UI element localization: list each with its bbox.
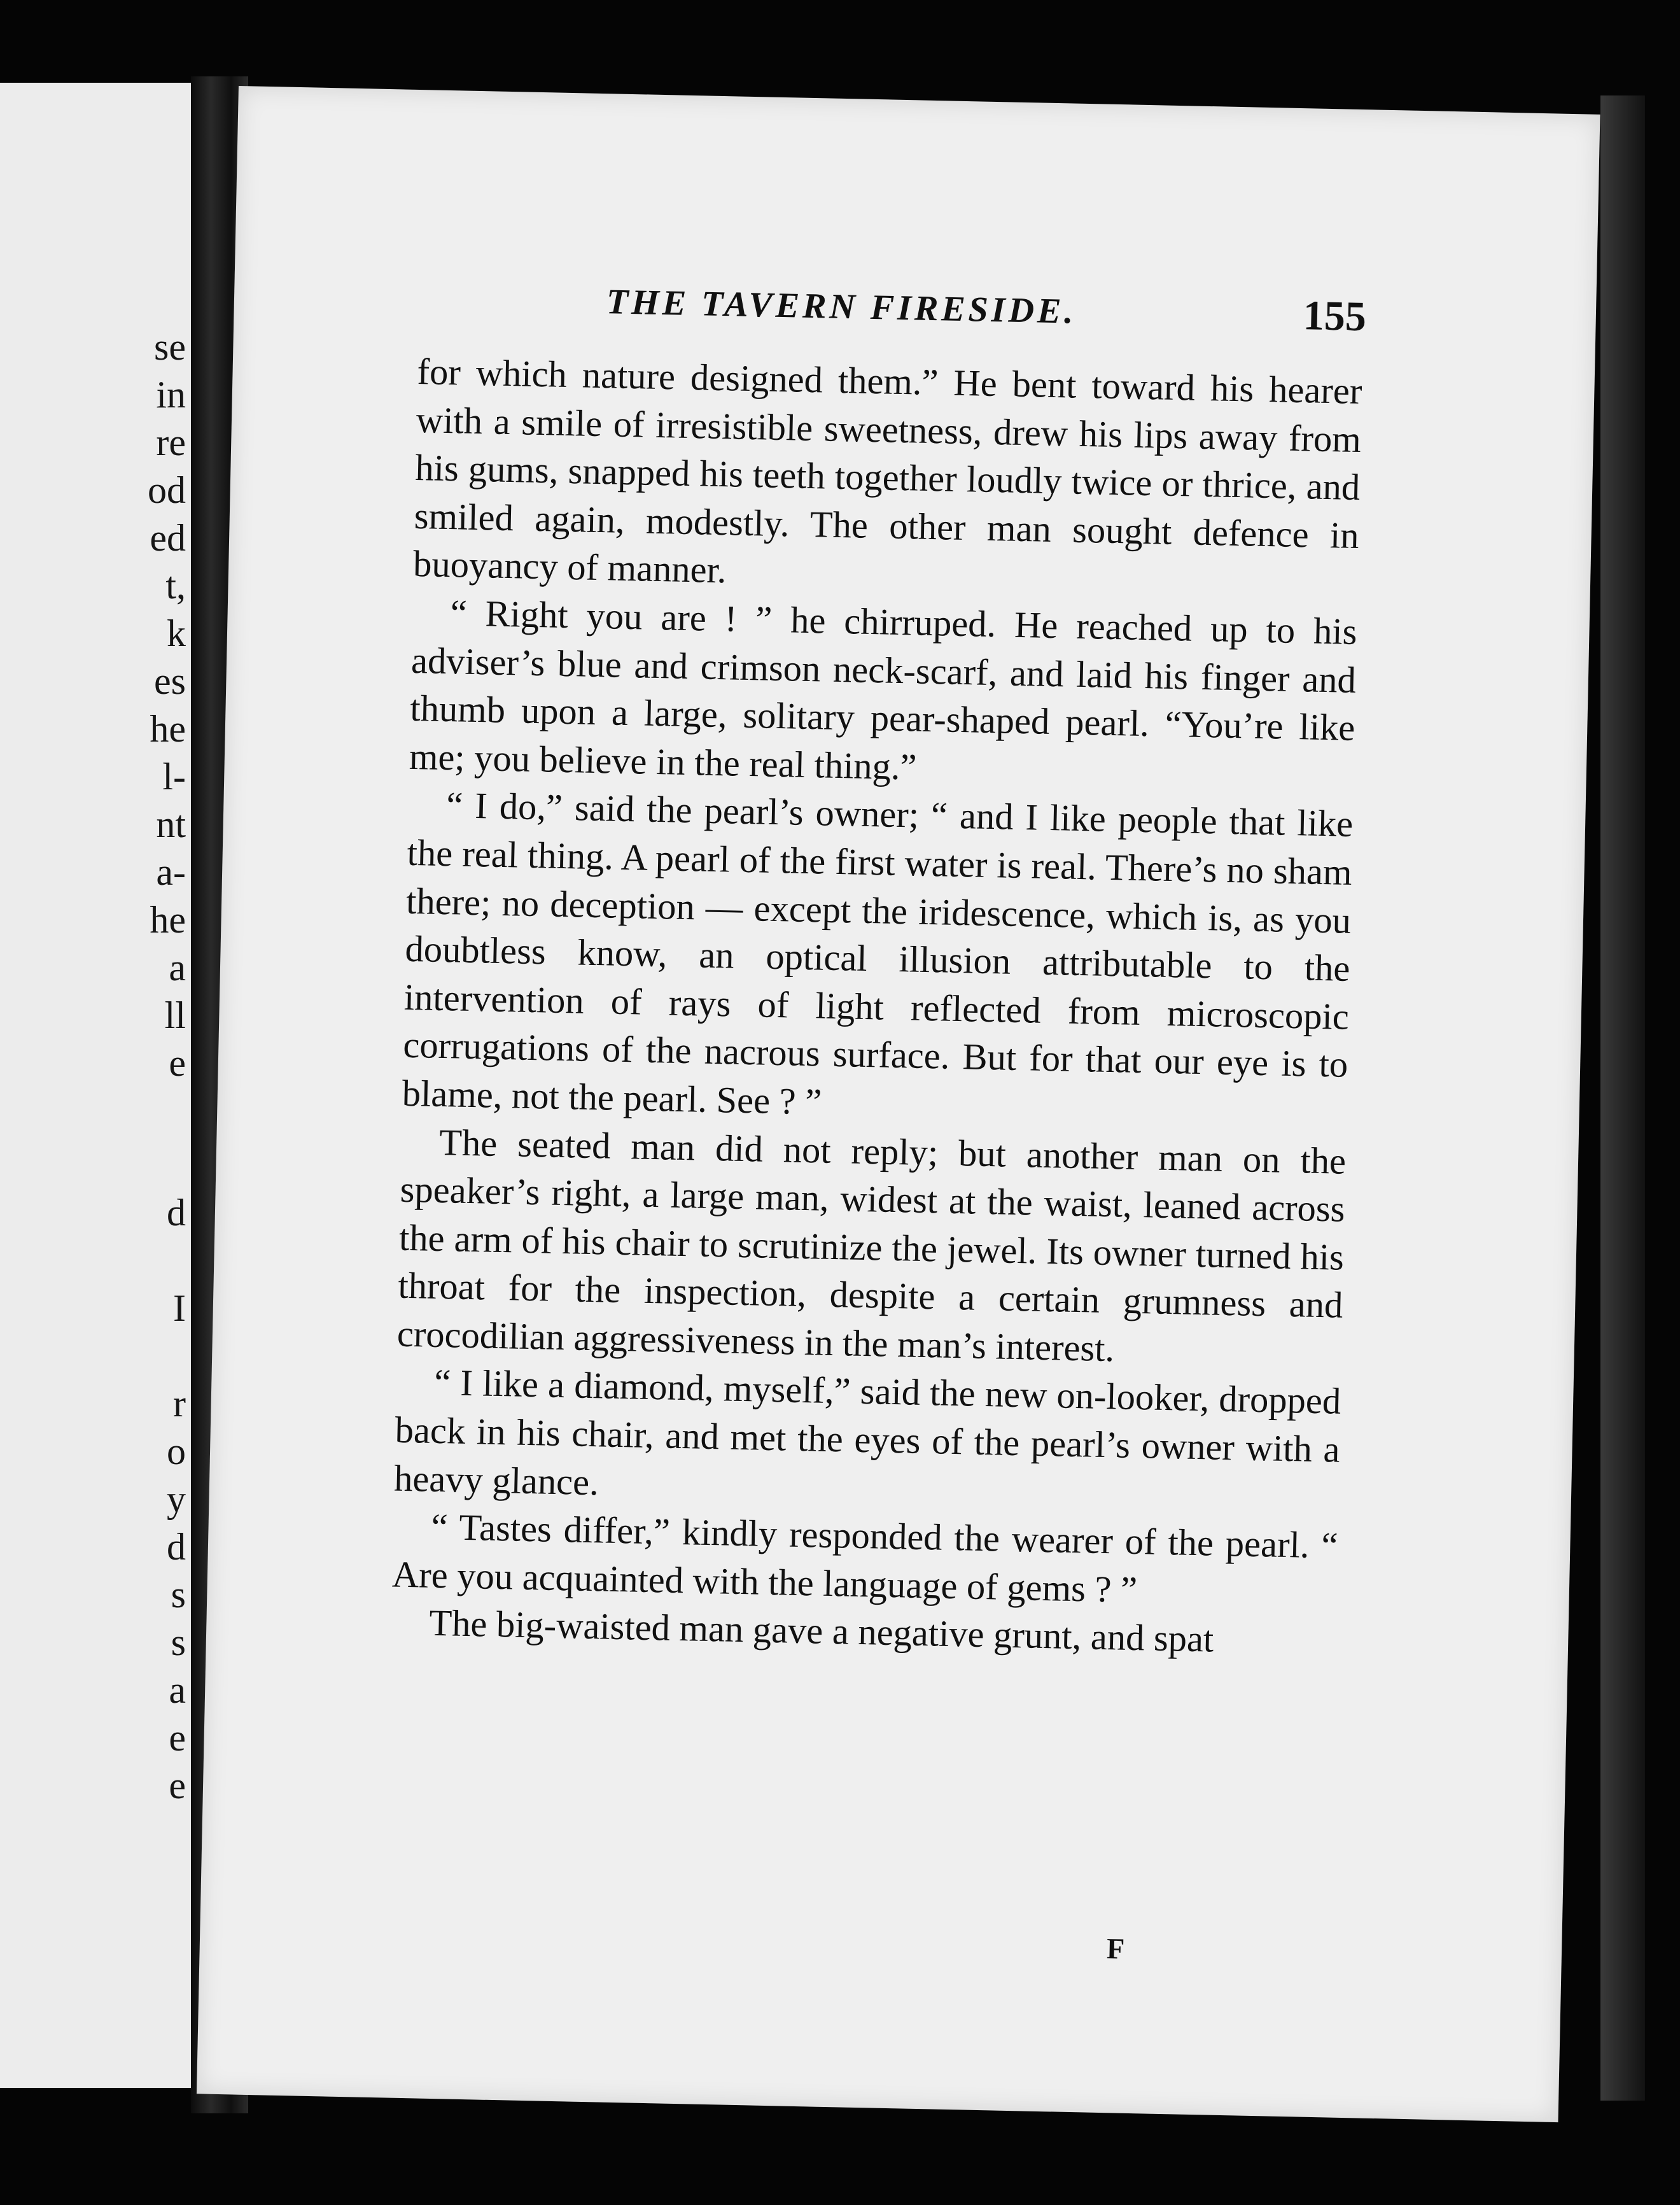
line-fragment: nt [156,803,186,845]
line-fragment: ed [150,517,186,559]
page-edge-shadow [1600,95,1645,2101]
paragraph: “ Tastes differ,” kindly responded the wearer of the pearl. “ Are you acquainted with the language of gems ? ” [391,1506,1339,1610]
line-fragment: e [169,1717,186,1759]
paragraph: “ Right you are ! ” he chirruped. He reached up to his adviser’s blue and crimson neck-scarf, and laid his finger and thumb upon a large, solitary pear-shaped pearl. “You’re like me; you believe in the real thing.” [409,592,1358,788]
paragraph: The seated man did not reply; but another man on the speaker’s right, a large man, widest at the waist, leaned across the arm of his chair to scrutinize the jewel. Its owner turned his throat for the inspection, despite a certain grumness and crocodilian aggressiveness in the man’s interest. [396,1121,1347,1370]
line-fragment: he [150,899,186,941]
line-fragment: in [156,374,186,416]
previous-page [0,83,197,2088]
line-fragment: I [173,1287,186,1329]
line-fragment: s [171,1574,186,1616]
line-fragment: t, [165,565,186,607]
signature-mark: F [1106,1932,1125,1965]
line-fragment: he [150,708,186,750]
line-fragment: ll [164,994,186,1036]
line-fragment: e [169,1765,186,1807]
line-fragment: es [154,660,186,702]
line-fragment: re [156,421,186,463]
line-fragment: a [169,947,186,989]
paragraph: “ I do,” said the pearl’s owner; “ and I like people that like the real thing. A pearl of the first water is real. There’s no sham there; no deception — except the iridescence, which is, as you doubtless know, an optical illusion attributable to the intervention of rays of light reflected from microscopic corrugations of the nacrous surface. But for that our eye is to blame, not the pearl. See ? ” [402,784,1354,1123]
line-fragment: s [171,1621,186,1663]
line-fragment: y [167,1478,186,1520]
line-fragment: se [154,326,186,368]
line-fragment: a [169,1669,186,1711]
paragraph: “ I like a diamond, myself,” said the new on-looker, dropped back in his chair, and met the eyes of the pearl’s owner with a heavy glance. [393,1362,1341,1503]
paragraph: The big-waisted man gave a negative grunt, and spat [428,1602,1214,1661]
line-fragment: e [169,1042,186,1084]
line-fragment: o [167,1430,186,1472]
line-fragment: d [167,1526,186,1568]
body-text [391,348,1362,1666]
line-fragment: l- [162,756,186,798]
line-fragment: od [148,469,186,511]
line-fragment: r [173,1383,186,1425]
running-head: THE TAVERN FIRESIDE. [606,282,1077,332]
line-fragment: a- [156,851,186,893]
line-fragment: d [167,1192,186,1234]
paragraph: for which nature designed them.” He bent toward his hearer with a smile of irresistible sweetness, drew his lips away from his gums, snapped his teeth together loudly twice or thrice, and smiled again, modestly. The other man sought defence in buoyancy of manner. [412,350,1363,591]
page-number: 155 [1303,292,1367,341]
line-fragment: k [167,612,186,654]
book-page [197,86,1600,2122]
